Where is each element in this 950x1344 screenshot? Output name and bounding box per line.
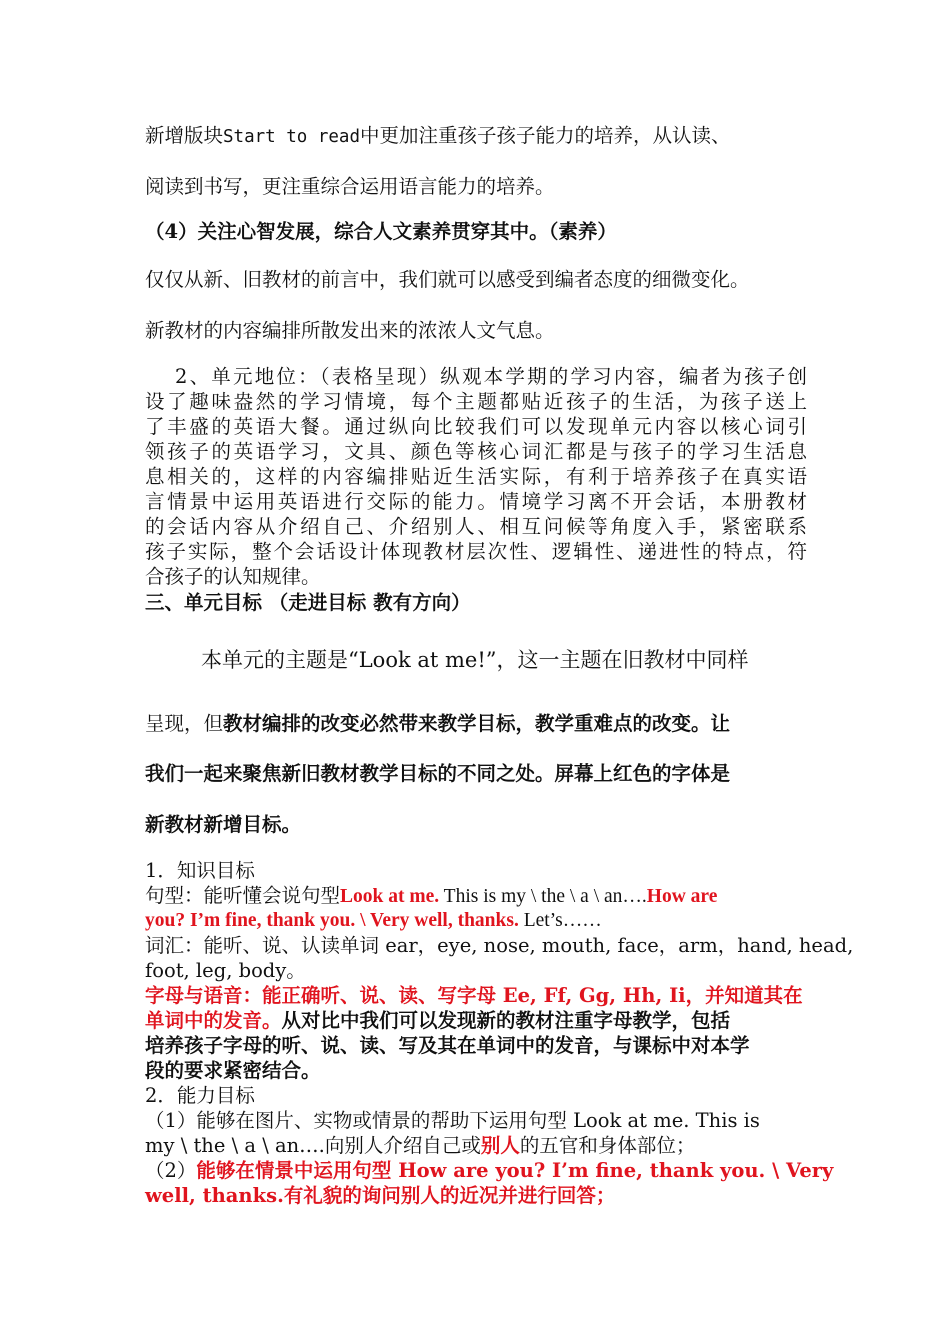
text-line: [145, 911, 602, 931]
text-line: 段的要求紧密结合。: [145, 1059, 321, 1082]
text-span: （2）: [145, 1159, 197, 1182]
paragraph-line: 了丰盛的英语大餐。通过纵向比较我们可以发现单元内容以核心词引: [145, 415, 807, 438]
section-heading: （4）关注心智发展，综合人文素养贯穿其中。（素养）: [145, 220, 617, 243]
text-line: 词汇：能听、说、认读单词 ear，eye, nose, mouth, face，arm，hand, head,: [145, 934, 854, 957]
subsection-title: 1．知识目标: [145, 859, 255, 882]
subsection-title: 2．能力目标: [145, 1084, 255, 1107]
code-text: Start to read: [223, 127, 360, 147]
bold-text: 从对比中我们可以发现新的教材注重字母教学，包括: [281, 1009, 731, 1032]
highlight-text: you? I’m fine, thank you. \ Very well, thanks.: [145, 910, 519, 931]
paragraph-line: 的会话内容从介绍自己、介绍别人、相互问候等角度入手，紧密联系: [145, 515, 807, 538]
paragraph-line: 2、单元地位：（表格呈现）纵观本学期的学习内容，编者为孩子创: [175, 365, 807, 388]
text-span: 新增版块: [145, 124, 224, 147]
text-span: my \ the \ a \ an….向别人介绍自己或: [145, 1134, 481, 1157]
text-span: 中更加注重孩子孩子能力的培养，从认读、: [359, 124, 731, 147]
highlight-text: How are: [646, 886, 718, 907]
text-line: [145, 1161, 833, 1181]
paragraph-line: 孩子实际，整个会话设计体现教材层次性、逻辑性、递进性的特点，符: [145, 540, 807, 563]
text-span: 呈现，但: [145, 712, 224, 735]
text-line: 仅仅从新、旧教材的前言中，我们就可以感受到编者态度的细微变化。: [145, 268, 750, 291]
bold-text: 教材编排的改变必然带来教学目标，教学重难点的改变。让: [223, 712, 731, 735]
text-line: foot, leg, body。: [145, 959, 306, 982]
text-line: 新教材新增目标。: [145, 813, 302, 836]
text-line: [145, 714, 730, 734]
paragraph-line: 言情景中运用英语进行交际的能力。情境学习离不开会话，本册教材: [145, 490, 807, 513]
text-line: 新教材的内容编排所散发出来的浓浓人文气息。: [145, 319, 555, 342]
highlight-text: well, thanks.有礼貌的询问别人的近况并进行回答；: [145, 1184, 616, 1207]
text-line: [145, 886, 717, 907]
paragraph-line: 息相关的，这样的内容编排贴近生活实际，有利于培养孩子在真实语: [145, 465, 807, 488]
highlight-text: 别人: [480, 1134, 520, 1157]
text-span: This is my \ the \ a \ an….: [439, 886, 647, 907]
highlight-text: 字母与语音：能正确听、说、读、写字母 Ee, Ff, Gg, Hh, Ii，并知道其在: [145, 984, 803, 1007]
text-line: 我们一起来聚焦新旧教材教学目标的不同之处。屏幕上红色的字体是: [145, 762, 731, 785]
text-line: [145, 126, 731, 147]
text-line: [145, 1011, 730, 1031]
text-line: 阅读到书写，更注重综合运用语言能力的培养。: [145, 175, 555, 198]
paragraph-line: 合孩子的认知规律。: [145, 565, 321, 588]
text-line: 本单元的主题是“Look at me!”，这一主题在旧教材中同样: [201, 648, 749, 672]
text-line: [145, 1136, 695, 1156]
section-heading: 三、单元目标 （走进目标 教有方向）: [145, 591, 471, 614]
text-line: 培养孩子字母的听、说、读、写及其在单词中的发音，与课标中对本学: [145, 1034, 750, 1057]
text-line: （1）能够在图片、实物或情景的帮助下运用句型 Look at me. This is: [145, 1109, 760, 1132]
highlight-text: 单词中的发音。: [145, 1009, 282, 1032]
text-span: Let’s……: [518, 910, 602, 931]
paragraph-line: 领孩子的英语学习，文具、颜色等核心词汇都是与孩子的学习生活息: [145, 440, 807, 463]
text-span: 句型：能听懂会说句型: [145, 884, 341, 907]
highlight-text: 能够在情景中运用句型 How are you? I’m fine, thank you. \ Very: [196, 1159, 834, 1182]
paragraph-line: 设了趣味盎然的学习情境，每个主题都贴近孩子的生活，为孩子送上: [145, 390, 807, 413]
text-span: 的五官和身体部位；: [519, 1134, 696, 1157]
highlight-text: Look at me.: [340, 886, 440, 907]
